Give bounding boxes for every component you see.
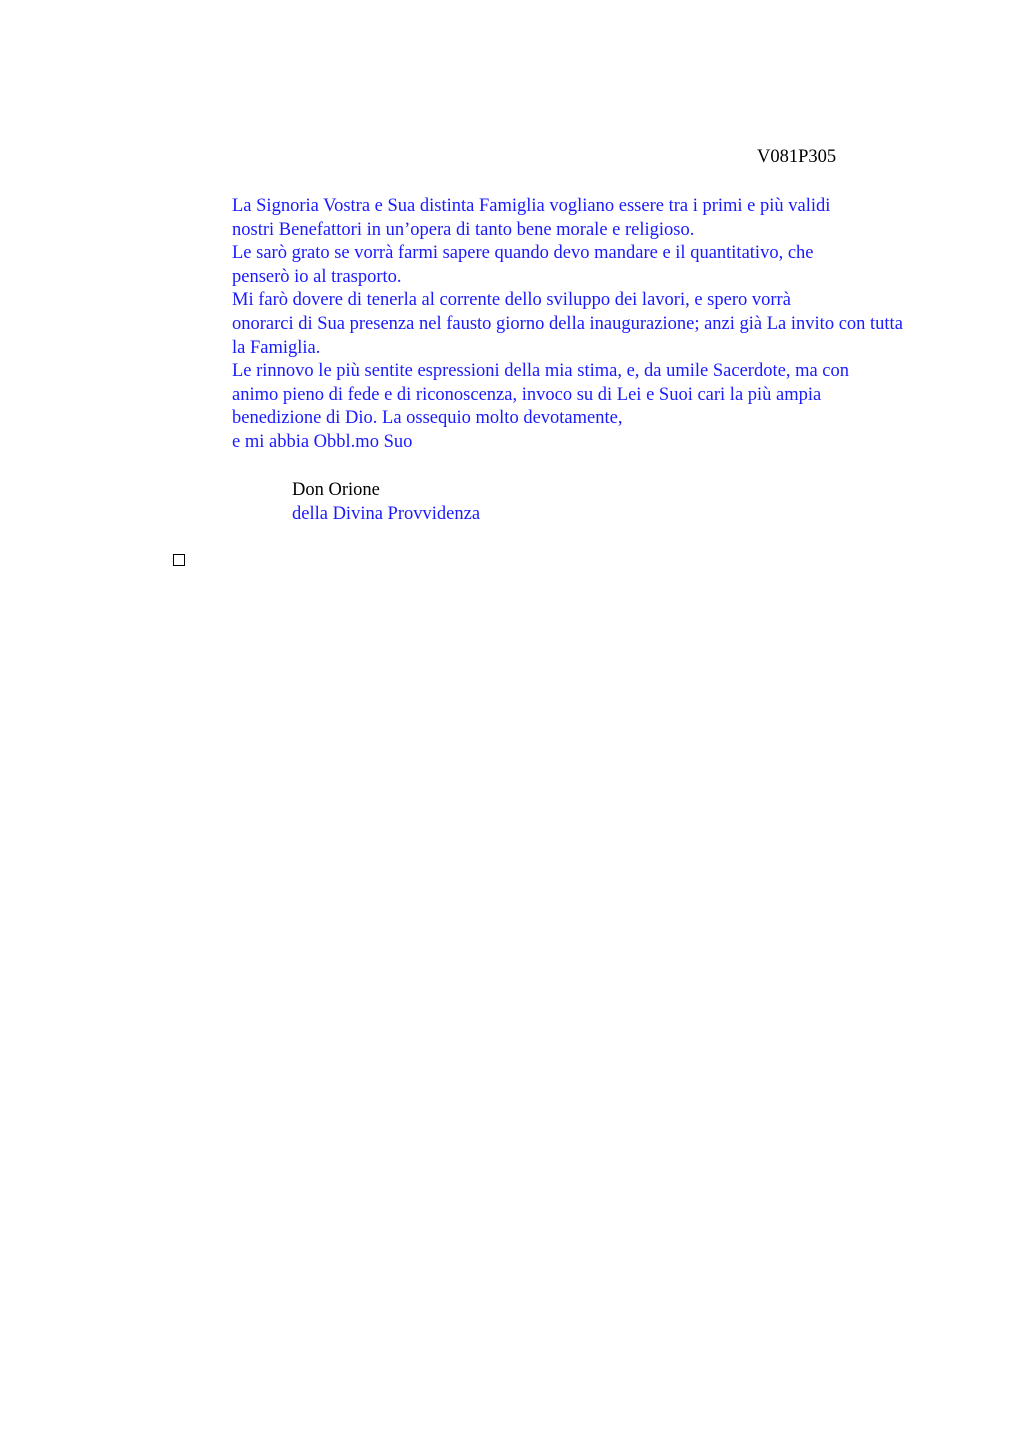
paragraph-line: onorarci di Sua presenza nel fausto giorno della inaugurazione; anzi già La invito con tutta	[232, 313, 903, 334]
paragraph-1	[171, 195, 923, 242]
paragraph-4	[171, 360, 923, 431]
paragraph-line: Mi farò dovere di tenerla al corrente dello sviluppo dei lavori, e spero vorrà	[232, 290, 791, 311]
paragraph-line: la Famiglia.	[232, 337, 321, 358]
page-reference: V081P305	[757, 147, 837, 167]
paragraph-line: benedizione di Dio. La ossequio molto devotamente,	[232, 408, 623, 429]
paragraph-line: Le sarò grato se vorrà farmi sapere quando devo mandare e il quantitativo, che	[232, 243, 814, 264]
paragraph-line: Le rinnovo le più sentite espressioni della mia stima, e, da umile Sacerdote, ma con	[232, 361, 850, 382]
paragraph-line: e mi abbia Obbl.mo Suo	[232, 431, 413, 452]
signature-name: Don Orione	[292, 480, 380, 500]
paragraph-line: La Signoria Vostra e Sua distinta Famiglia vogliano essere tra i primi e più validi	[232, 196, 831, 216]
paragraph-line: penserò io al trasporto.	[232, 266, 402, 287]
paragraph-line: animo pieno di fede e di riconoscenza, invoco su di Lei e Suoi cari la più ampia	[232, 384, 822, 405]
end-marker-box-icon	[173, 554, 185, 566]
signature-title: della Divina Provvidenza	[292, 503, 481, 524]
letter-body	[171, 195, 923, 455]
paragraph-2	[171, 242, 923, 289]
paragraph-line: nostri Benefattori in un’opera di tanto bene morale e religioso.	[232, 219, 695, 240]
signature-block	[292, 479, 480, 526]
paragraph-3	[171, 289, 923, 360]
paragraph-5	[171, 431, 923, 455]
